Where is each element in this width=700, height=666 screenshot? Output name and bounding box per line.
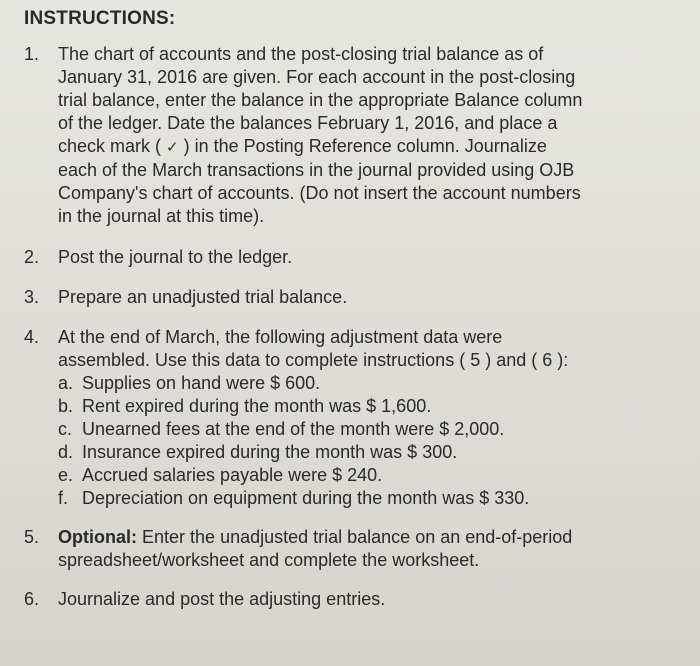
sub-item-letter: e. [58,465,74,485]
optional-label: Optional: [58,527,137,547]
sub-item-text: Accrued salaries payable were $ 240. [82,465,383,485]
sub-item [58,395,700,418]
text-line: Company's chart of accounts. (Do not insert the account numbers [58,183,581,203]
text-line: The chart of accounts and the post-closing trial balance as of [58,44,544,64]
text-line [58,526,700,549]
sub-item-letter: c. [58,419,73,439]
sub-item-letter: d. [58,442,74,462]
sub-item [58,441,700,464]
item-number: 6. [24,589,40,609]
sub-item-text: Unearned fees at the end of the month were $ 2,000. [82,419,505,439]
text-line: trial balance, enter the balance in the appropriate Balance column [58,90,583,110]
check-mark-icon: ✓ [166,139,179,156]
sub-item [58,418,700,441]
text-line: of the ledger. Date the balances February 1, 2016, and place a [58,113,558,133]
sub-item-letter: b. [58,396,74,416]
item-text: Journalize and post the adjusting entries. [58,589,386,609]
instruction-item-1 [24,43,700,228]
instructions-title: INSTRUCTIONS: [24,8,176,29]
sub-item [58,464,700,487]
text-fragment: ) in the Posting Reference column. Journalize [183,136,547,156]
instruction-item-3 [24,286,700,309]
text-fragment: Enter the unadjusted trial balance on an end-of-period [142,527,573,547]
text-line: each of the March transactions in the journal provided using OJB [58,160,575,180]
instruction-item-2 [24,246,700,269]
item-text [58,43,700,228]
item-text [58,526,700,572]
item-text [58,326,700,510]
instruction-item-4 [24,326,700,510]
item-text: Prepare an unadjusted trial balance. [58,287,348,307]
sub-item [58,487,700,510]
sub-item-letter: f. [58,488,69,508]
sub-item-text: Depreciation on equipment during the month was $ 330. [82,488,530,508]
text-fragment: check mark ( [58,136,162,156]
sub-item-text: Supplies on hand were $ 600. [82,373,321,393]
text-line: spreadsheet/worksheet and complete the worksheet. [58,550,480,570]
item-text: Post the journal to the ledger. [58,247,293,267]
sub-item-letter: a. [58,373,74,393]
item-number: 5. [24,527,40,547]
instruction-item-5 [24,526,700,572]
text-line [58,135,700,159]
item-number: 1. [24,44,40,64]
sub-item-text: Rent expired during the month was $ 1,600. [82,396,432,416]
sub-item [58,372,700,395]
text-line: assembled. Use this data to complete instructions ( 5 ) and ( 6 ): [58,350,569,370]
instruction-item-6 [24,588,700,611]
sub-item-text: Insurance expired during the month was $ 300. [82,442,458,462]
item-number: 4. [24,327,40,347]
text-line: in the journal at this time). [58,206,265,226]
text-line: January 31, 2016 are given. For each account in the post-closing [58,67,576,87]
item-number: 2. [24,247,40,267]
text-line: At the end of March, the following adjustment data were [58,327,503,347]
item-number: 3. [24,287,40,307]
